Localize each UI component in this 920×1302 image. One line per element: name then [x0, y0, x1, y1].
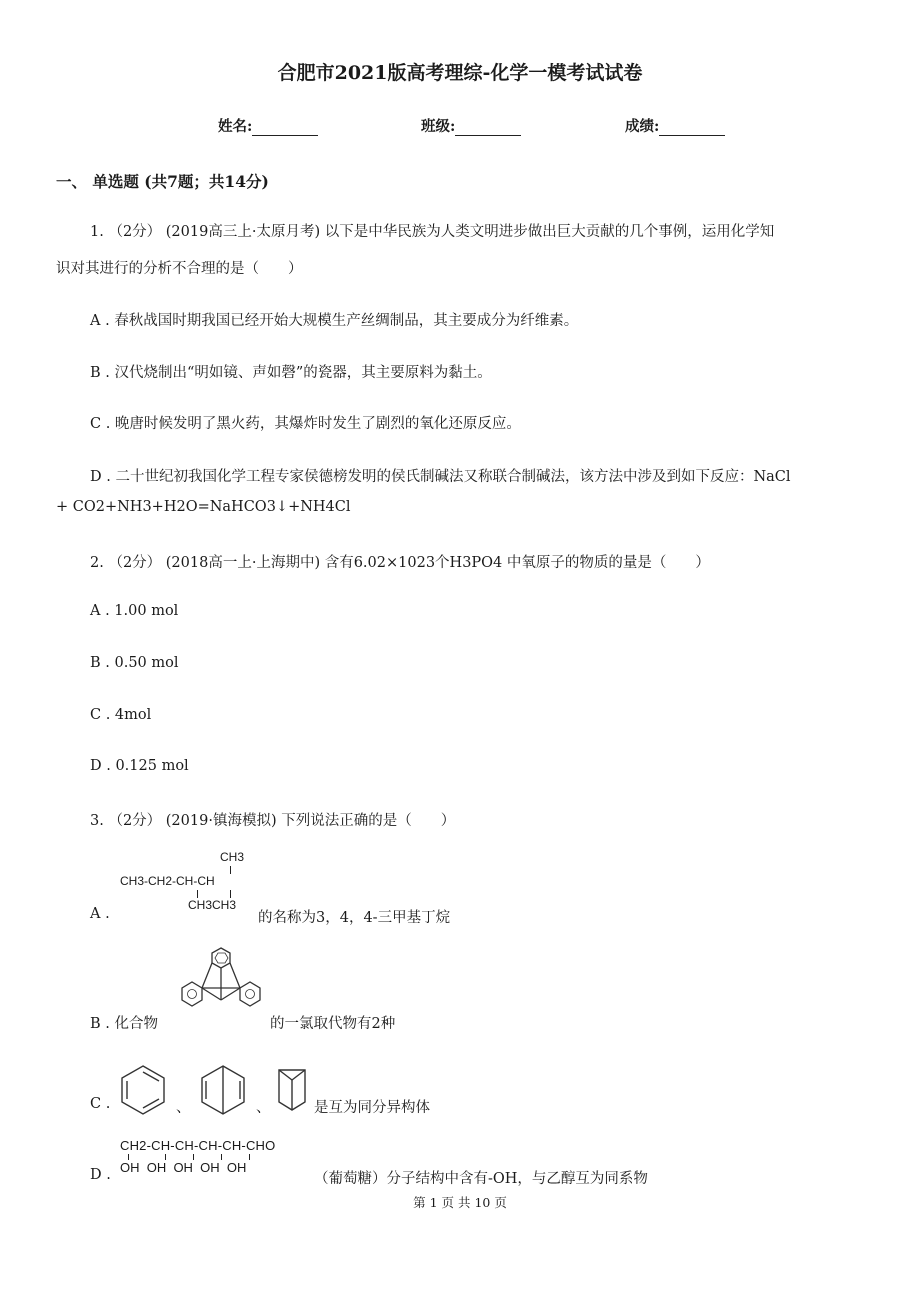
- q3-option-c-sep2: 、: [256, 1100, 271, 1116]
- q3-a-formula-bottom: CH3CH3: [188, 898, 237, 912]
- q1-option-b[interactable]: B . 汉代烧制出“明如镜、声如磬”的瓷器，其主要原料为黏土。: [90, 365, 492, 381]
- section-heading: 一、 单选题 (共7题；共14分): [56, 172, 269, 191]
- q3-a-bond-top: [230, 866, 231, 874]
- q2-option-a[interactable]: A . 1.00 mol: [90, 603, 179, 619]
- name-field: [218, 115, 318, 136]
- score-blank[interactable]: [659, 119, 725, 136]
- q3-a-bond-left: [197, 890, 198, 898]
- q3-stem: 3. （2分） (2019·镇海模拟) 下列说法正确的是（ ）: [90, 813, 456, 829]
- prismane-structure-icon: [276, 1066, 308, 1112]
- q3-option-a-text: 的名称为3，4，4-三甲基丁烷: [258, 910, 451, 926]
- q3-option-d-text: （葡萄糖）分子结构中含有-OH，与乙醇互为同系物: [314, 1171, 648, 1187]
- class-blank[interactable]: [455, 119, 521, 136]
- q2-option-d[interactable]: D . 0.125 mol: [90, 758, 189, 774]
- q3-a-bond-right: [230, 890, 231, 898]
- q3-option-b-label[interactable]: B . 化合物: [90, 1016, 158, 1032]
- q2-option-b[interactable]: B . 0.50 mol: [90, 655, 179, 671]
- q3-d-formula-top: CH2-CH-CH-CH-CH-CHO: [120, 1138, 276, 1153]
- q3-d-formula-bottom: OH OH OH OH OH: [120, 1160, 247, 1175]
- page-title: 合肥市2021版高考理综-化学一模考试试卷: [277, 62, 643, 84]
- score-field: [625, 115, 725, 136]
- q3-option-c-text: 是互为同分异构体: [314, 1100, 430, 1116]
- q3-option-c-label[interactable]: C .: [90, 1096, 111, 1112]
- q3-option-d-label[interactable]: D .: [90, 1167, 111, 1183]
- q1-stem-line2: 识对其进行的分析不合理的是（ ）: [56, 261, 303, 277]
- q3-option-b-text: 的一氯取代物有2种: [270, 1016, 396, 1032]
- page-footer: 第 1 页 共 10 页: [413, 1195, 507, 1210]
- q2-option-c[interactable]: C . 4mol: [90, 707, 152, 723]
- q1-option-d-line1[interactable]: D . 二十世纪初我国化学工程专家侯德榜发明的侯氏制碱法又称联合制碱法，该方法中涉及到如下反应：NaCl: [90, 469, 791, 485]
- q3-option-c-sep1: 、: [176, 1100, 191, 1116]
- triptycene-structure-icon: [178, 944, 264, 1026]
- name-blank[interactable]: [252, 119, 318, 136]
- q1-stem-line1: 1. （2分） (2019高三上·太原月考) 以下是中华民族为人类文明进步做出巨大贡献的几个事例，运用化学知: [90, 224, 775, 240]
- q3-d-formula: [120, 1138, 310, 1186]
- class-label: 班级:: [421, 118, 456, 135]
- name-label: 姓名:: [218, 118, 253, 135]
- score-label: 成绩:: [625, 118, 660, 135]
- q3-a-formula-top: CH3: [220, 850, 245, 864]
- q1-option-a[interactable]: A . 春秋战国时期我国已经开始大规模生产丝绸制品，其主要成分为纤维素。: [90, 313, 579, 329]
- q3-d-bond-5: [249, 1154, 250, 1160]
- q3-a-formula: [120, 848, 252, 918]
- class-field: [421, 115, 521, 136]
- dewar-benzene-structure-icon: [198, 1064, 248, 1116]
- q3-option-a-label[interactable]: A .: [90, 906, 110, 922]
- q2-stem: 2. （2分） (2018高一上·上海期中) 含有6.02×1023个H3PO4 中氧原子的物质的量是（ ）: [90, 555, 710, 571]
- benzene-structure-icon: [118, 1064, 168, 1116]
- q1-option-c[interactable]: C . 晚唐时候发明了黑火药，其爆炸时发生了剧烈的氧化还原反应。: [90, 416, 521, 432]
- q1-option-d-line2: + CO2+NH3+H2O=NaHCO3↓+NH4Cl: [56, 499, 351, 515]
- q3-a-formula-main: CH3-CH2-CH-CH: [120, 874, 215, 888]
